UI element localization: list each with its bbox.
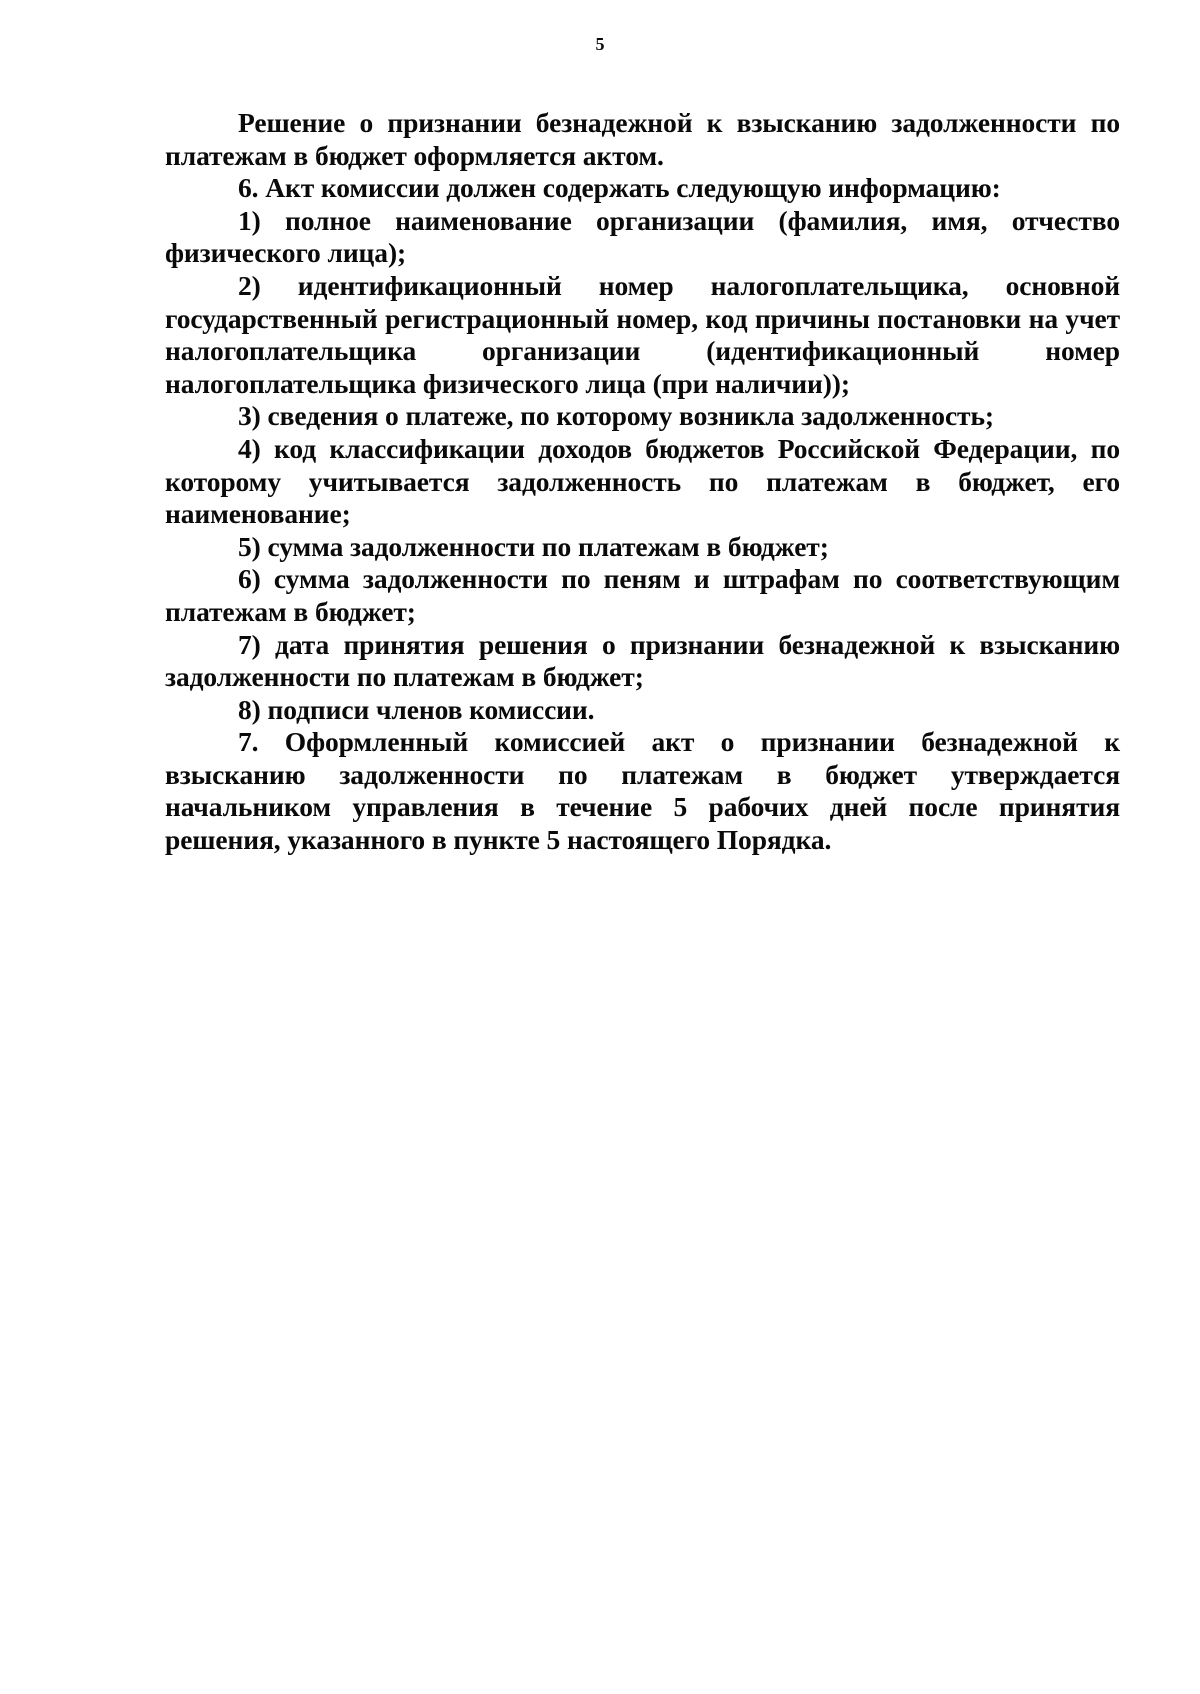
paragraph-decision: Решение о признании безнадежной к взысканию задолженности по платежам в бюджет оформляется актом. [165,107,1120,171]
list-item-6: 6) сумма задолженности по пеням и штрафам по соответствующим платежам в бюджет; [165,563,1120,627]
paragraph-item-6-heading: 6. Акт комиссии должен содержать следующую информацию: [238,172,1001,204]
list-item-8: 8) подписи членов комиссии. [238,693,595,725]
list-item-5: 5) сумма задолженности по платежам в бюджет; [238,530,829,562]
page-number: 5 [595,34,605,54]
list-item-3: 3) сведения о платеже, по которому возникла задолженность; [238,400,994,432]
list-item-7: 7) дата принятия решения о признании безнадежной к взысканию задолженности по платежам в бюджет; [165,628,1120,693]
list-item-2: 2) идентификационный номер налогоплательщика, основной государственный регистрационный номер, код причины постановки на учет налогоплательщика организации (идентификационный номер налогоплательщика физического лица (при наличии)); [165,269,1120,399]
document-body [165,107,1120,857]
list-item-1: 1) полное наименование организации (фамилия, имя, отчество физического лица); [165,204,1120,269]
list-item-4: 4) код классификации доходов бюджетов Российской Федерации, по которому учитывается задолженность по платежам в бюджет, его наименование; [165,432,1120,530]
paragraph-item-7: 7. Оформленный комиссией акт о признании безнадежной к взысканию задолженности по платежам в бюджет утверждается начальником управления в течение 5 рабочих дней после принятия решения, указанного в пункте 5 настоящего Порядка. [165,726,1120,856]
